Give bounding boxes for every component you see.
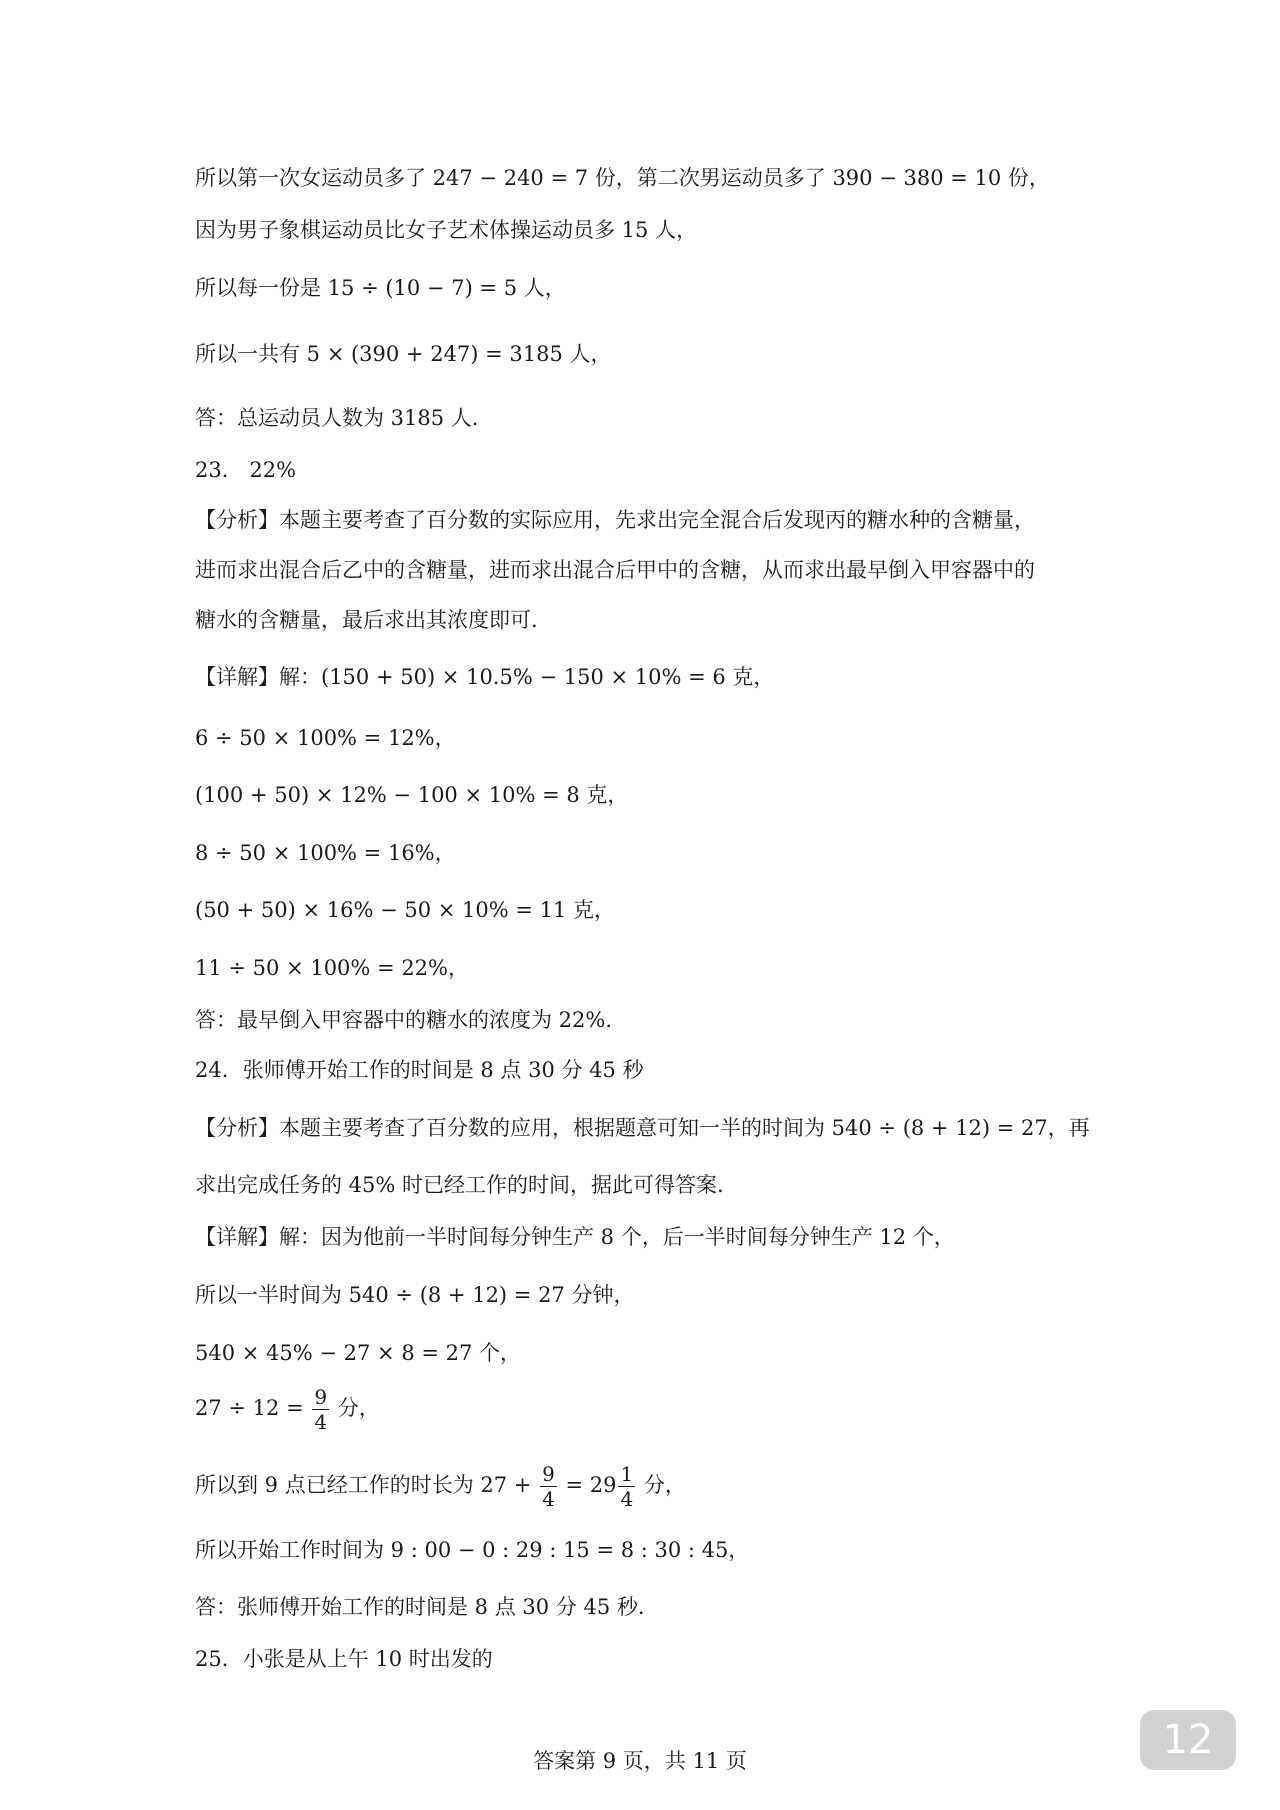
- page-footer: 答案第 9 页，共 11 页: [533, 1749, 747, 1773]
- fraction-line: [195, 1462, 686, 1511]
- fraction: $\frac{9}{4}$: [542, 1462, 555, 1511]
- detail-24: 【详解】解：因为他前一半时间每分钟生产 8 个，后一半时间每分钟生产 12 个，: [195, 1225, 955, 1249]
- text-line: 答：最早倒入甲容器中的糖水的浓度为 22%.: [195, 1008, 613, 1032]
- text-line: 540 × 45% − 27 × 8 = 27 个，: [195, 1341, 522, 1365]
- question-25-answer: 25．小张是从上午 10 时出发的: [195, 1647, 493, 1671]
- text-line: 6 ÷ 50 × 100% = 12%，: [195, 726, 456, 750]
- text-line: 11 ÷ 50 × 100% = 22%，: [195, 956, 469, 980]
- text-line: 所以每一份是 15 ÷ (10 − 7) = 5 人，: [195, 276, 566, 300]
- detail-23: 【详解】解：(150 + 50) × 10.5% − 150 × 10% = 6 克，: [195, 665, 775, 689]
- text-line: 8 ÷ 50 × 100% = 16%，: [195, 841, 456, 865]
- text-line: 求出完成任务的 45% 时已经工作的时间，据此可得答案.: [195, 1173, 724, 1197]
- expr-text: 分，: [331, 1396, 380, 1420]
- text-line: 答：张师傅开始工作的时间是 8 点 30 分 45 秒.: [195, 1595, 645, 1619]
- text-line: 所以一半时间为 540 ÷ (8 + 12) = 27 分钟，: [195, 1283, 635, 1307]
- text-line: 所以一共有 5 × (390 + 247) = 3185 人，: [195, 342, 612, 366]
- analysis-23: 【分析】本题主要考查了百分数的实际应用，先求出完全混合后发现丙的糖水种的含糖量，: [195, 508, 1035, 532]
- expr-text: 分，: [637, 1473, 686, 1497]
- question-24-answer: 24．张师傅开始工作的时间是 8 点 30 分 45 秒: [195, 1058, 644, 1082]
- question-23-answer: 23． 22%: [195, 458, 297, 482]
- text-line: 答：总运动员人数为 3185 人.: [195, 406, 479, 430]
- text-line: (100 + 50) × 12% − 100 × 10% = 8 克，: [195, 783, 629, 807]
- expr-text: = 29: [558, 1473, 617, 1497]
- text-line: 因为男子象棋运动员比女子艺术体操运动员多 15 人，: [195, 218, 698, 242]
- text-line: 糖水的含糖量，最后求出其浓度即可.: [195, 608, 538, 632]
- text-line: (50 + 50) × 16% − 50 × 10% = 11 克，: [195, 898, 616, 922]
- fraction: $\frac{1}{4}$: [620, 1462, 634, 1511]
- fraction: $\frac{9}{4}$: [314, 1385, 328, 1434]
- fraction-line: [195, 1385, 380, 1434]
- text-line: 所以第一次女运动员多了 247 − 240 = 7 份，第二次男运动员多了 390 − 380 = 10 份，: [195, 166, 1050, 190]
- text-line: 进而求出混合后乙中的含糖量，进而求出混合后甲中的含糖，从而求出最早倒入甲容器中的: [195, 558, 1035, 582]
- expr-text: 27 ÷ 12 =: [195, 1396, 311, 1420]
- page-number-badge[interactable]: 12: [1140, 1710, 1236, 1770]
- expr-text: 所以到 9 点已经工作的时长为 27 +: [195, 1473, 539, 1497]
- text-line: 所以开始工作时间为 9 : 00 − 0 : 29 : 15 = 8 : 30 : 45，: [195, 1538, 750, 1562]
- analysis-24: 【分析】本题主要考查了百分数的应用，根据题意可知一半的时间为 540 ÷ (8 + 12) = 27，再: [195, 1116, 1090, 1140]
